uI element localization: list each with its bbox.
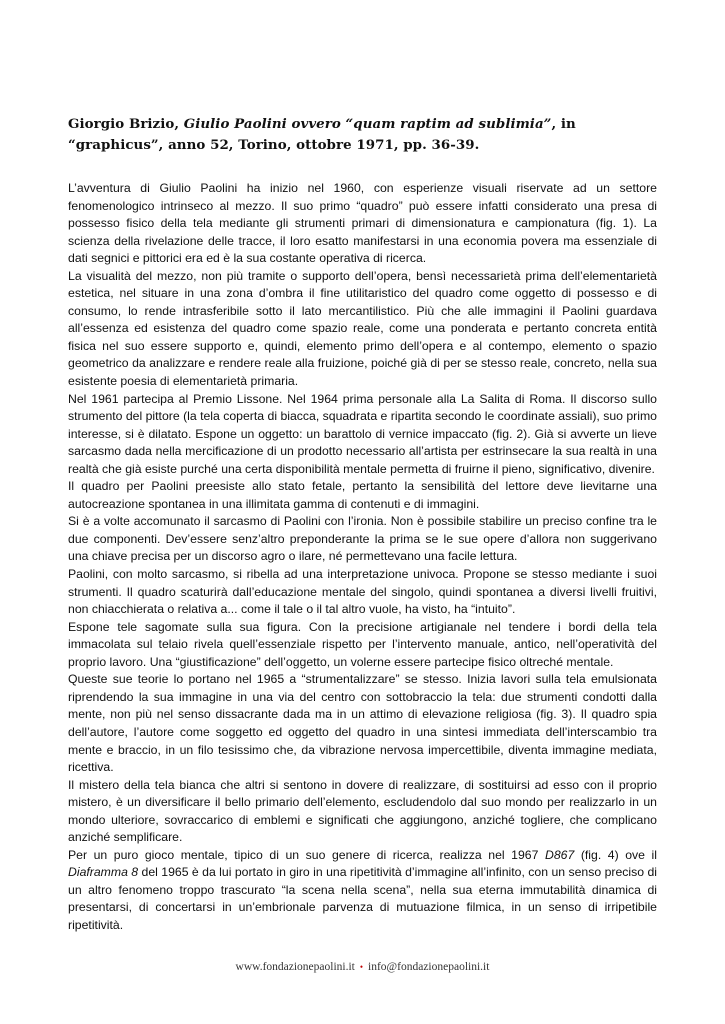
article-body [68,180,657,935]
paragraph: Espone tele sagomate sulla sua figura. Con la precisione artigianale nel tendere i bordi della tela immacolata sul telaio rivela quell’essenziale rispetto per l’intervento manuale, antico, nell’operatività del proprio lavoro. Una “giustificazione” dell’oggetto, un volerne essere partecipe fisico oltreché mentale. [68,619,657,669]
paragraph: Nel 1961 partecipa al Premio Lissone. Nel 1964 prima personale alla La Salita di Roma. Il discorso sullo strumento del pittore (la tela coperta di biacca, squadrata e ripartita secondo le coordinate assiali), suo primo interesse, si è dilatato. Espone un oggetto: un barattolo di vernice impaccato (fig. 2). Già si avverte un lieve sarcasmo dada nella mercificazione di un prodotto necessario all’artista per estrinsecare la sua realtà in una realtà che già esiste purché una certa disponibilità mentale permetta di fruirne il pieno, significativo, divenire. [68,391,657,476]
paragraph: Queste sue teorie lo portano nel 1965 a “strumentalizzare” se stesso. Inizia lavori sulla tela emulsionata riprendendo la sua immagine in una via del centro con sottobraccio la tela: due strumenti condotti dalla mente, non più nel senso dissacrante dada ma in un attimo di elevazione religiosa (fig. 3). Il quadro spia dell’autore, l’autore come soggetto ed oggetto del quadro in una sintesi immediata dell’interscambio tra mente e braccio, in un filo tesissimo che, da vibrazione nervosa impercettibile, diventa immagine mediata, ricettiva. [68,672,657,775]
last-paragraph-part2: (fig. 4) ove il [574,847,657,862]
last-paragraph-part3: del 1965 è da lui portato in giro in una ripetitività d’immagine all’infinito, con un senso preciso di un altro fenomeno troppo trascurato “la scena nella scena”, nella sua eterna immutabilità dinamica di presentarsi, di concertarsi in un’embrionale parvenza di mutuazione filmica, in un senso di irripetibile ripetitività. [68,865,658,932]
footer-email-link[interactable]: info@fondazionepaolini.it [368,961,490,973]
paragraph: La visualità del mezzo, non più tramite o supporto dell’opera, bensì necessarietà prima dell’elementarietà estetica, nel situare in una zona d’ombra il fine utilitaristico del quadro come oggetto di possesso e di consumo, lo rende intrasferibile sotto il lato mercantilistico. Più che alle immagini il Paolini guardava all’essenza ed esistenza del quadro come spazio reale, come una ponderata e pertanto concreta entità fisica nel suo essere supporto e, quindi, elemento primo dell’opera e al contempo, elemento o spazio geometrico da analizzare e rendere reale alla fruizione, poiché già di per se stesso reale, concreto, nella sua esistente poesia di elementarietà primaria. [68,268,657,389]
citation-author: Giorgio Brizio, [68,116,184,132]
paragraph: Si è a volte accomunato il sarcasmo di Paolini con l’ironia. Non è possibile stabilire un preciso confine tra le due componenti. Dev’essere senz’altro preponderante la prima se le sue opere d’allora non suggerivano una chiave precisa per un discorso agro o ilare, né permettevano una facile lettura. [68,514,657,564]
paragraph: Il mistero della tela bianca che altri si sentono in dovere di realizzare, di sostituirsi ad esso con il proprio mistero, è un diversificare il bello primario dell’elemento, escludendolo dal suo mondo per realizzarlo in un mondo ulteriore, sovraccarico di emblemi e significati che aggiungono, anziché togliere, che complicano anziché semplificare. [68,777,657,845]
footer-separator-bullet: • [359,962,364,972]
work-title-diaframma: Diaframma 8 [68,865,139,880]
last-paragraph [68,847,657,935]
paragraph: Il quadro per Paolini preesiste allo stato fetale, pertanto la sensibilità del lettore deve lievitarne una autocreazione spontanea in una illimitata gamma di contenuti e di immagini. [68,479,657,511]
footer-website-link[interactable]: www.fondazionepaolini.it [235,961,355,973]
work-title-d867: D867 [544,847,575,862]
paragraph: L’avventura di Giulio Paolini ha inizio nel 1960, con esperienze visuali riservate ad un settore fenomenologico intrinseco al mezzo. Il suo primo “quadro” può essere infatti considerato una presa di possesso fisico della tela mediante gli strumenti primari di dimensionatura e campionatura (fig. 1). La scienza della rivelazione delle tracce, il loro esatto manifestarsi in una economia povera ma essenziale di dati segnici e pittorici era ed è la sua costante operativa di ricerca. [68,181,657,266]
citation-article-title: Giulio Paolini ovvero “quam raptim ad sublimia” [183,116,552,132]
citation-source: , in “graphicus”, anno 52, Torino, ottobre 1971, pp. 36-39. [68,116,576,153]
last-paragraph-part1: Per un puro gioco mentale, tipico di un suo genere di ricerca, realizza nel 1967 [68,847,545,862]
citation-header [68,114,658,156]
page-footer [0,961,725,973]
paragraph: Paolini, con molto sarcasmo, si ribella ad una interpretazione univoca. Propone se stesso mediante i suoi strumenti. Il quadro scaturirà dall’educazione mentale del singolo, quindi spontanea a diversi livelli fruitivi, non chiacchierata o relativa a... come il tale o il tal altro vuole, ha visto, ha “intuito”. [68,567,657,617]
